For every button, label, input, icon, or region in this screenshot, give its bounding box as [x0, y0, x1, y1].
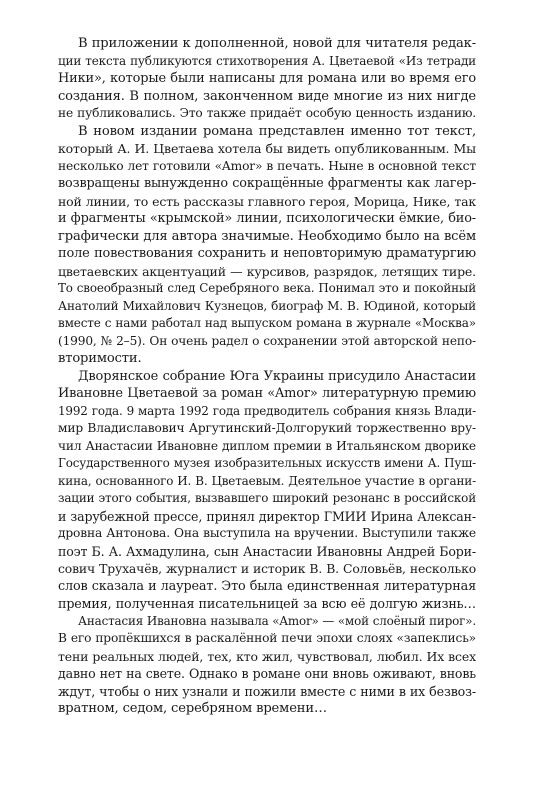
text-line: ции текста публикуются стихотворения А. Цветаевой «Из тетради — [58, 53, 476, 68]
text-line: В его пропёкшихся в раскалённой печи эпохи слоях «запеклись» — [58, 631, 476, 645]
text-line: зации этого события, вызвавшего широкий резонанс в российской — [58, 491, 476, 505]
text-line: Ники», которые были написаны для романа или во время его — [58, 71, 476, 86]
text-line: мир Владиславович Аргутинский-Долгорукий торжественно вру- — [58, 421, 476, 435]
text-line: графически для автора значимые. Необходимо было на всём — [58, 228, 476, 244]
text-line: поле повествования сохранить и неповторимую драматургию — [58, 246, 476, 261]
text-line: Анатолий Михайлович Кузнецов, биограф М. В. Юдиной, который — [58, 298, 476, 313]
text-line: Анастасия Ивановна называла «Amor» — «мой слоёный пирог». — [78, 613, 476, 628]
text-line: тени реальных людей, тех, кто жил, чувствовал, любил. Их всех — [58, 648, 476, 664]
text-line: кина, основанного И. В. Цветаевым. Деятельное участие в органи- — [58, 473, 476, 488]
text-line: цветаевских акцентуаций — курсивов, разрядок, летящих тире. — [58, 263, 476, 279]
text-line: Государственного музея изобразительных искусств имени А. Пуш- — [58, 456, 476, 470]
text-line: и зарубежной прессе, принял директор ГМИИ Ирина Алексан- — [58, 508, 476, 524]
text-line: вторимости. — [58, 351, 142, 366]
text-line: (1990, № 2–5). Он очень радел о сохранении этой авторской непо- — [58, 333, 476, 348]
text-line: который А. И. Цветаева хотела бы видеть опубликованным. Мы — [58, 141, 476, 156]
text-line: сович Трухачёв, журналист и историк В. В. Соловьёв, несколько — [58, 561, 476, 576]
text-line: То своеобразный след Серебряного века. Понимал это и покойный — [58, 281, 476, 295]
text-line: давно нет на свете. Однако в романе они вновь оживают, вновь — [58, 666, 476, 681]
paragraph-layered-pie — [58, 613, 476, 718]
text-line: Ивановне Цветаевой за роман «Amor» литературную премию — [58, 386, 476, 401]
text-line: слов сказала и лауреат. Это была единственная литературная — [58, 578, 476, 594]
document-page — [58, 35, 476, 718]
text-line: поэт Б. А. Ахмадулина, сын Анастасии Ивановны Андрей Бори- — [58, 543, 476, 559]
text-line: возвращены вынужденно сокращённые фрагменты как лагер- — [58, 176, 476, 191]
text-line: В приложении к дополненной, новой для читателя редак- — [78, 36, 476, 51]
text-line: создания. В полном, законченном виде многие из них нигде — [58, 88, 476, 104]
text-line: несколько лет готовили «Amor» в печать. Ныне в основной текст — [58, 158, 476, 173]
text-line: В новом издании романа представлен именно тот текст, — [78, 123, 476, 139]
text-line: вместе с нами работал над выпуском романа в журнале «Москва» — [58, 316, 476, 330]
text-line: премия, полученная писательницей за всю её долгую жизнь… — [58, 596, 476, 611]
text-line: ждут, чтобы о них узнали и пожили вместе с ними в их безвоз- — [58, 683, 476, 699]
text-line: дровна Антонова. Она выступила на вручении. Выступили также — [58, 526, 476, 540]
text-line: чил Анастасии Ивановне диплом премии в Итальянском дворике — [58, 438, 476, 453]
paragraph-new-edition — [58, 123, 476, 368]
text-line: вратном, седом, серебряном времени… — [58, 701, 327, 716]
text-line: Дворянское собрание Юга Украины присудило Анастасии — [78, 368, 476, 384]
paragraph-appendix — [58, 35, 476, 123]
text-line: 1992 года. 9 марта 1992 года предводитель собрания князь Влади- — [58, 403, 476, 418]
text-line: и фрагменты «крымской» линии, психологически ёмкие, био- — [58, 211, 476, 226]
paragraph-award — [58, 368, 476, 613]
text-line: ной линии, то есть рассказы главного героя, Морица, Нике, так — [58, 193, 476, 209]
text-line: не публиковались. Это также придаёт особую ценность изданию. — [58, 106, 476, 120]
